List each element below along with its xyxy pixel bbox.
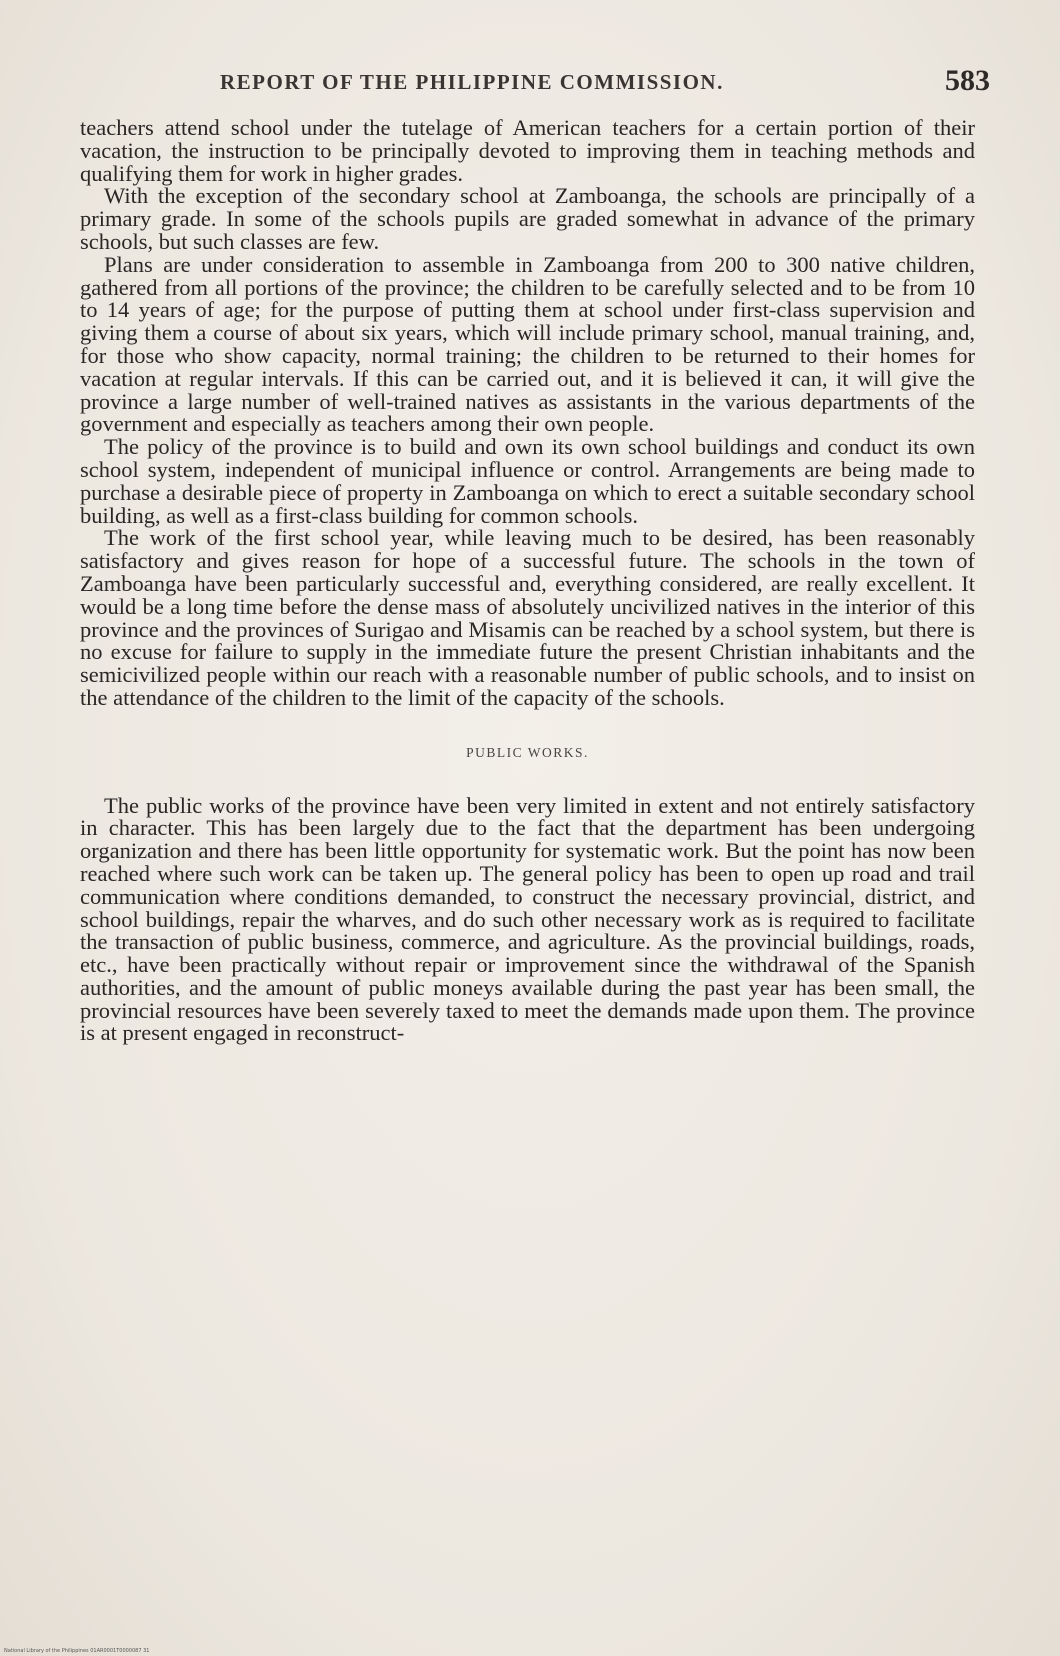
section-heading-public-works: PUBLIC WORKS.	[466, 744, 589, 760]
body-text	[80, 117, 975, 1045]
page-number: 583	[945, 64, 990, 97]
paragraph-zamboanga-plans: Plans are under consideration to assemble in Zamboanga from 200 to 300 native children, gathered from all portions of the province; the children to be carefully selected and to be from 10 to 14 years of age; for the purpose of putting them at school under first-class supervision and giving them a course of about six years, which will include primary school, manual training, and, for those who show capacity, normal training; the children to be returned to their homes for vacation at regular intervals. If this can be carried out, and it is believed it can, it will give the province a large number of well-trained natives as assistants in the various departments of the government and especially as teachers among their own people.	[80, 251, 975, 437]
paragraph-secondary-schools: With the exception of the secondary school at Zamboanga, the schools are principally of a primary grade. In some of the schools pupils are graded somewhat in advance of the primary schools, but such classes are few.	[80, 183, 975, 254]
running-head: REPORT OF THE PHILIPPINE COMMISSION.	[220, 70, 724, 94]
paragraph-public-works: The public works of the province have been very limited in extent and not entirely satisfactory in character. This has been largely due to the fact that the department has been undergoing organization and there has been little opportunity for systematic work. But the point has now been reached where such work can be taken up. The general policy has been to open up road and trail communication where conditions demanded, to construct the necessary provincial, district, and school buildings, repair the wharves, and do such other necessary work as is required to facilitate the transaction of public business, commerce, and agriculture. As the provincial buildings, roads, etc., have been practically without repair or improvement since the withdrawal of the Spanish authorities, and the amount of public moneys available during the past year has been small, the provincial resources have been severely taxed to meet the demands made upon them. The province is at present engaged in reconstruct-	[80, 792, 975, 1046]
paragraph-first-school-year: The work of the first school year, while leaving much to be desired, has been reasonably satisfactory and gives reason for hope of a successful future. The schools in the town of Zamboanga have been particularly successful and, everything considered, are really excellent. It would be a long time before the dense mass of absolutely uncivilized natives in the interior of this province and the provinces of Surigao and Misamis can be reached by a school system, but there is no excuse for failure to supply in the immediate future the present Christian inhabitants and the semicivilized people within our reach with a reasonable number of public schools, and to insist on the attendance of the children to the limit of the capacity of the schools.	[80, 525, 975, 710]
paragraph-school-policy: The policy of the province is to build and own its own school buildings and conduct its own school system, independent of municipal influence or control. Arrangements are being made to purchase a desirable piece of property in Zamboanga on which to erect a suitable secondary school building, as well as a first-class building for common schools.	[80, 434, 975, 528]
page-header	[80, 64, 990, 104]
footer-scan-label: National Library of the Philippines 01AR0001T0000087 31	[4, 1648, 150, 1654]
paragraph-continuation: teachers attend school under the tutelage of American teachers for a certain portion of their vacation, the instruction to be principally devoted to improving them in teaching methods and qualifying them for work in higher grades.	[80, 115, 975, 186]
